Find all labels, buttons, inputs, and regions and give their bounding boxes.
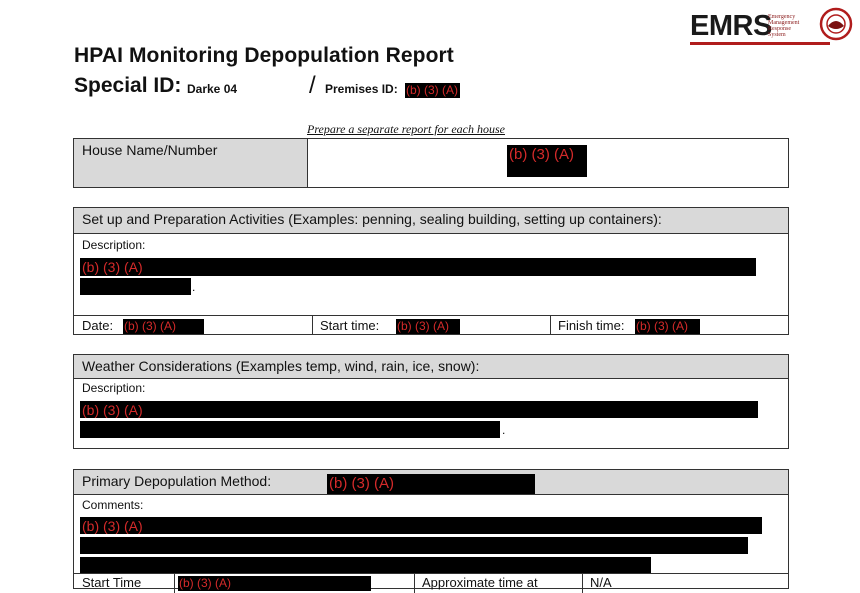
bottom-start-time-redaction: (b) (3) (A) xyxy=(178,576,371,591)
start-finish-divider xyxy=(550,315,551,334)
approx-time-value: N/A xyxy=(590,575,612,590)
page-title: HPAI Monitoring Depopulation Report xyxy=(74,44,454,67)
house-section xyxy=(73,138,789,188)
setup-period: . xyxy=(192,280,196,294)
house-label-cell xyxy=(74,139,308,187)
weather-description-redaction-line2 xyxy=(80,421,500,438)
weather-description-label: Description: xyxy=(82,381,146,395)
premises-id-redaction: (b) (3) (A) xyxy=(406,83,458,97)
bottom-divider-3 xyxy=(582,573,583,593)
premises-id-label: Premises ID: xyxy=(325,82,398,96)
method-comments-label: Comments: xyxy=(82,498,144,512)
separate-report-note: Prepare a separate report for each house xyxy=(307,122,505,136)
seal-icon xyxy=(818,6,854,42)
setup-description-redaction: (b) (3) (A) xyxy=(80,258,756,276)
bottom-divider-1 xyxy=(174,573,175,593)
house-number-redaction: (b) (3) (A) xyxy=(507,145,587,177)
logo-underline xyxy=(690,42,830,45)
logo-subtitle: Emergency Management Response System xyxy=(768,14,800,38)
method-comments-redaction: (b) (3) (A) xyxy=(80,517,762,534)
house-label: House Name/Number xyxy=(82,142,218,158)
emrs-logo xyxy=(690,6,856,42)
setup-description-redaction-line2 xyxy=(80,278,191,295)
finish-time-redaction: (b) (3) (A) xyxy=(635,319,700,334)
bottom-start-time-label: Start Time xyxy=(82,575,142,590)
weather-description-redaction: (b) (3) (A) xyxy=(80,401,758,418)
logo-wordmark: EMRS xyxy=(690,10,772,42)
special-id-label: Special ID: xyxy=(74,74,182,97)
weather-period: . xyxy=(502,423,506,437)
setup-header: Set up and Preparation Activities (Examples: penning, sealing building, setting up containers): xyxy=(74,208,788,234)
approx-time-label: Approximate time at xyxy=(422,575,538,590)
date-start-divider xyxy=(312,315,313,334)
method-section xyxy=(73,469,789,589)
weather-section xyxy=(73,354,789,449)
start-time-redaction: (b) (3) (A) xyxy=(396,319,460,334)
start-time-label: Start time: xyxy=(320,318,380,333)
setup-divider xyxy=(74,315,788,316)
date-redaction: (b) (3) (A) xyxy=(123,319,204,334)
special-id-value: Darke 04 xyxy=(187,82,238,96)
id-separator: / xyxy=(309,72,316,99)
bottom-divider-2 xyxy=(414,573,415,593)
weather-header: Weather Considerations (Examples temp, wind, rain, ice, snow): xyxy=(74,355,788,379)
method-divider xyxy=(74,573,788,574)
setup-section xyxy=(73,207,789,335)
method-redaction: (b) (3) (A) xyxy=(327,474,535,494)
setup-description-label: Description: xyxy=(82,238,146,252)
method-label: Primary Depopulation Method: xyxy=(82,473,272,489)
method-comments-redaction-line3 xyxy=(80,557,651,574)
method-comments-redaction-line2 xyxy=(80,537,748,554)
finish-time-label: Finish time: xyxy=(558,318,625,333)
date-label: Date: xyxy=(82,318,114,333)
